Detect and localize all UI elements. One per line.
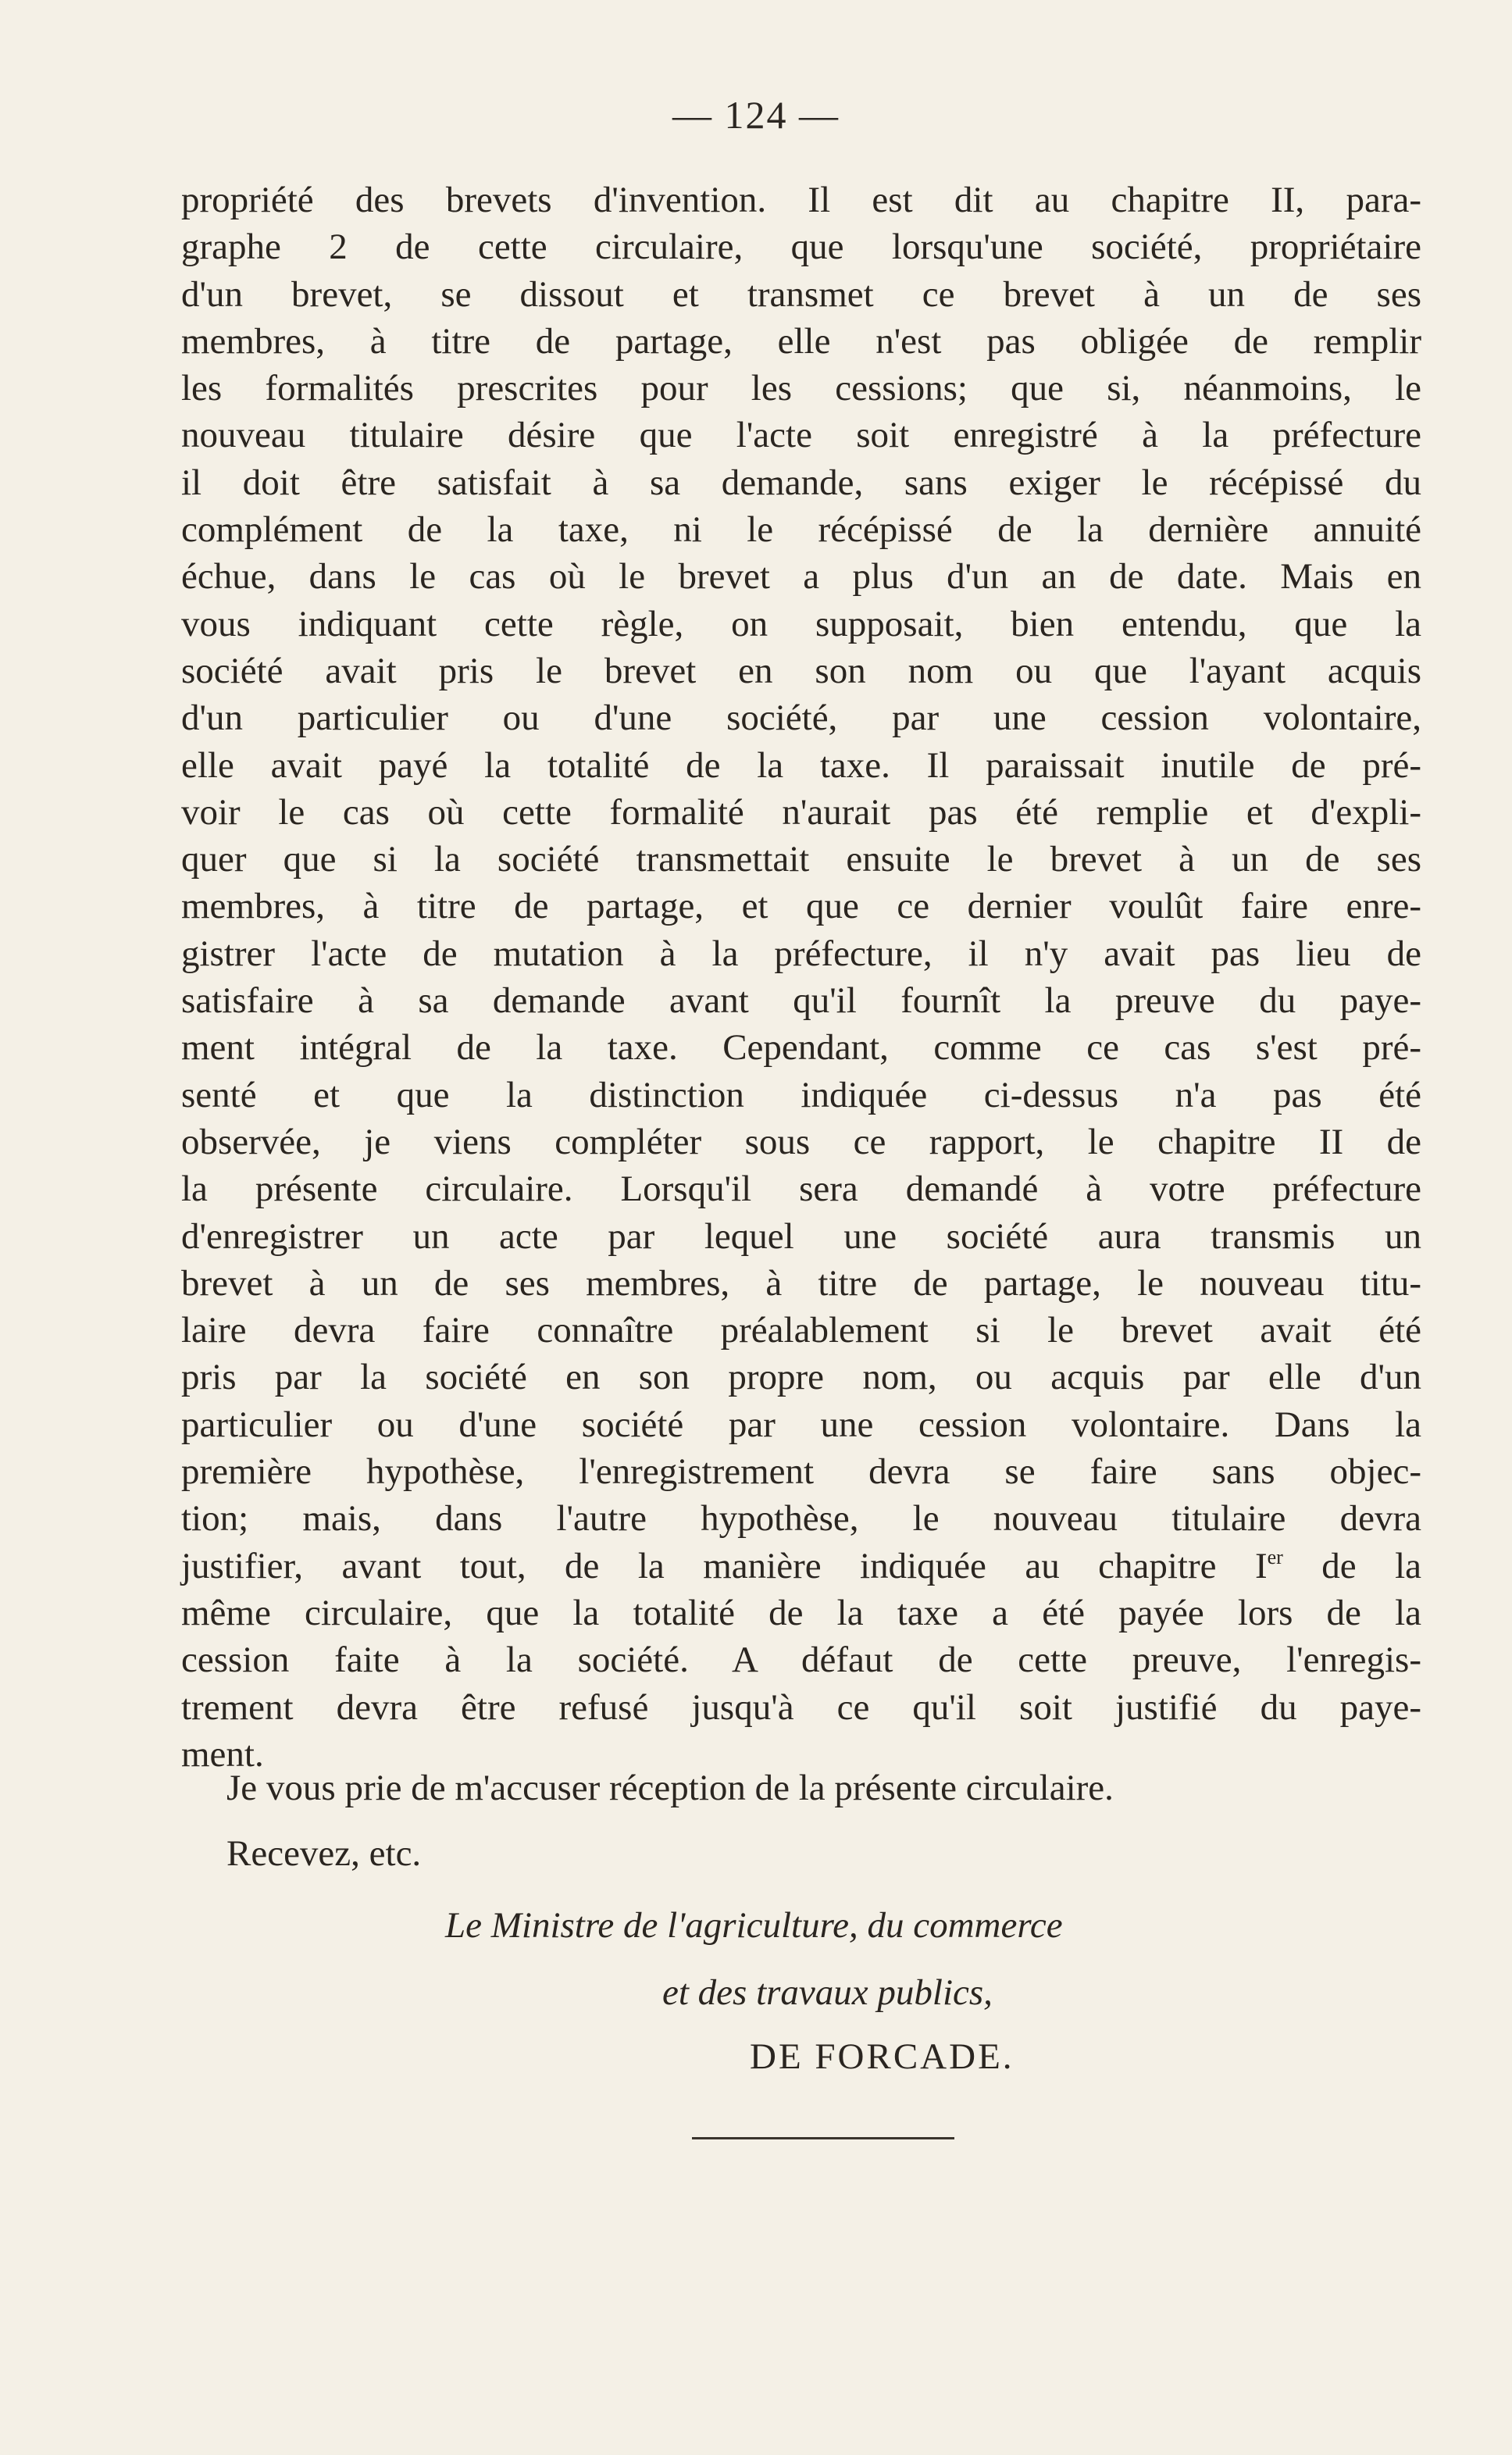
body-line: d'un particulier ou d'une société, par une cession volontaire,: [181, 698, 1421, 739]
signature-title-line-2: et des travaux publics,: [662, 1972, 993, 2013]
closing-rule: [692, 2137, 954, 2139]
body-line: d'enregistrer un acte par lequel une société aura transmis un: [181, 1215, 1421, 1257]
body-text: [181, 177, 1421, 1778]
body-line: complément de la taxe, ni le récépissé de la dernière annuité: [181, 509, 1421, 551]
body-line: quer que si la société transmettait ensuite le brevet à un de ses: [181, 839, 1421, 880]
body-line: d'un brevet, se dissout et transmet ce brevet à un de ses: [181, 273, 1421, 315]
body-line: tion; mais, dans l'autre hypothèse, le nouveau titulaire devra: [181, 1498, 1421, 1540]
body-line: cession faite à la société. A défaut de cette preuve, l'enregis-: [181, 1640, 1421, 1681]
page-number: — 124 —: [672, 93, 840, 137]
body-line: particulier ou d'une société par une cession volontaire. Dans la: [181, 1404, 1421, 1445]
body-line: brevet à un de ses membres, à titre de partage, le nouveau titu-: [181, 1262, 1421, 1304]
signatory-name: DE FORCADE.: [750, 2036, 1015, 2077]
body-line: première hypothèse, l'enregistrement devra se faire sans objec-: [181, 1451, 1421, 1493]
body-line: elle avait payé la totalité de la taxe. Il paraissait inutile de pré-: [181, 744, 1421, 786]
body-line: échue, dans le cas où le brevet a plus d'un an de date. Mais en: [181, 556, 1421, 598]
body-line: vous indiquant cette règle, on supposait, bien entendu, que la: [181, 603, 1421, 644]
body-line: pris par la société en son propre nom, ou acquis par elle d'un: [181, 1357, 1421, 1398]
body-line: même circulaire, que la totalité de la taxe a été payée lors de la: [181, 1592, 1421, 1633]
body-line: membres, à titre de partage, et que ce dernier voulût faire enre-: [181, 886, 1421, 927]
body-line: il doit être satisfait à sa demande, sans exiger le récépissé du: [181, 462, 1421, 503]
closing-request: Je vous prie de m'accuser réception de la présente circulaire.: [226, 1768, 1114, 1808]
body-line: gistrer l'acte de mutation à la préfecture, il n'y avait pas lieu de: [181, 933, 1421, 974]
body-line: ment intégral de la taxe. Cependant, comme ce cas s'est pré-: [181, 1027, 1421, 1069]
body-line: société avait pris le brevet en son nom ou que l'ayant acquis: [181, 650, 1421, 691]
body-line: senté et que la distinction indiquée ci-dessus n'a pas été: [181, 1074, 1421, 1115]
body-line: les formalités prescrites pour les cessions; que si, néanmoins, le: [181, 368, 1421, 409]
body-line: observée, je viens compléter sous ce rapport, le chapitre II de: [181, 1121, 1421, 1162]
body-line-text: justifier, avant tout, de la manière indiquée au chapitre: [181, 1545, 1255, 1586]
body-line: la présente circulaire. Lorsqu'il sera demandé à votre préfecture: [181, 1169, 1421, 1210]
body-line: ment.: [181, 1733, 264, 1775]
chapter-superscript: er: [1267, 1545, 1283, 1568]
body-line: graphe 2 de cette circulaire, que lorsqu'une société, propriétaire: [181, 227, 1421, 268]
chapter-tail: de la: [1282, 1545, 1421, 1586]
closing-regards: Recevez, etc.: [226, 1833, 422, 1874]
body-line: laire devra faire connaître préalablement si le brevet avait été: [181, 1310, 1421, 1351]
body-line: voir le cas où cette formalité n'aurait pas été remplie et d'expli-: [181, 791, 1421, 833]
body-line-chapter-ref: [181, 1543, 1421, 1590]
body-line: membres, à titre de partage, elle n'est pas obligée de remplir: [181, 320, 1421, 362]
chapter-numeral: I: [1254, 1545, 1268, 1586]
body-line: nouveau titulaire désire que l'acte soit enregistré à la préfecture: [181, 415, 1421, 456]
body-line: trement devra être refusé jusqu'à ce qu'il soit justifié du paye-: [181, 1686, 1421, 1728]
body-line: satisfaire à sa demande avant qu'il fournît la preuve du paye-: [181, 980, 1421, 1022]
body-line: propriété des brevets d'invention. Il est dit au chapitre II, para-: [181, 180, 1421, 220]
signature-title-line-1: Le Ministre de l'agriculture, du commerce: [445, 1905, 1063, 1946]
